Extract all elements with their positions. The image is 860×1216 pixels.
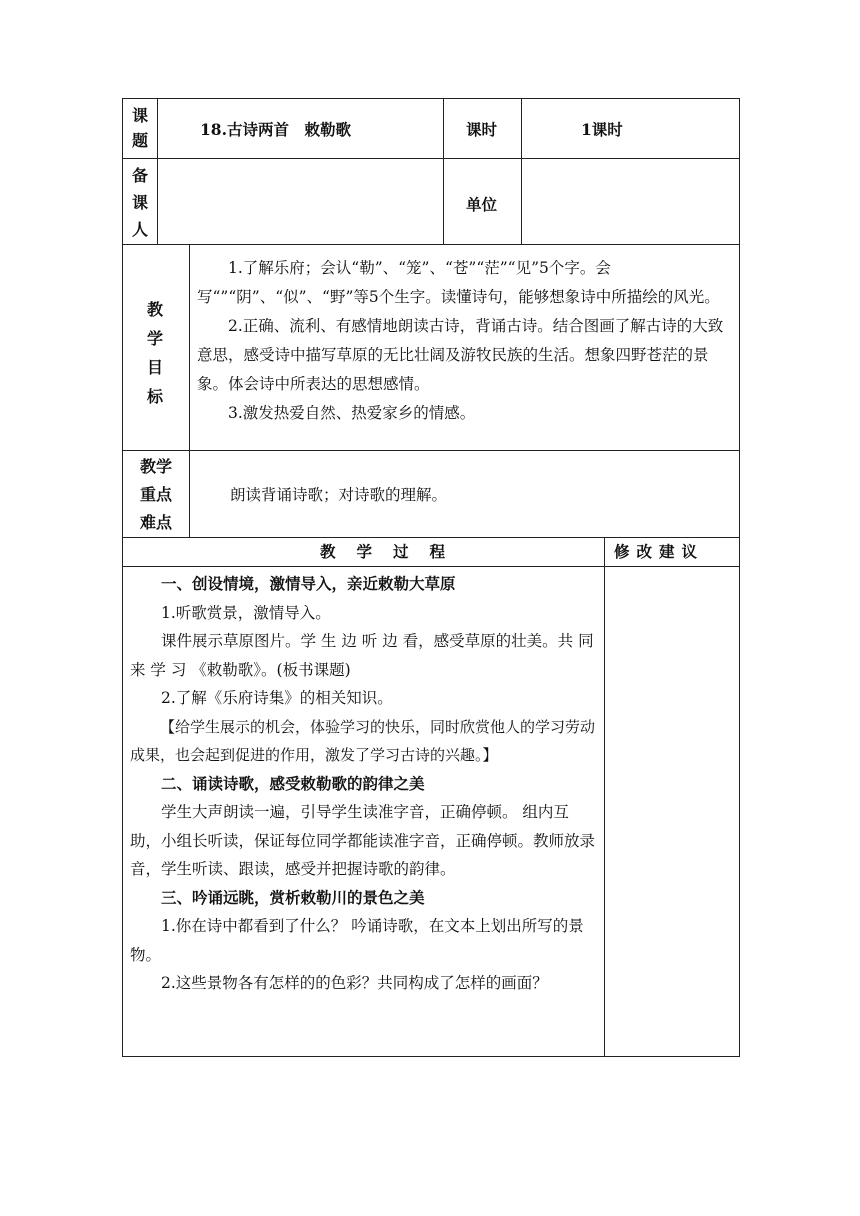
topic-label: 课 题 bbox=[131, 106, 148, 150]
topic-value: 18.古诗两首 敕勒歌 bbox=[200, 120, 351, 139]
revision-header: 修改建议 bbox=[614, 542, 705, 561]
objectives-label: 教 学 目 标 bbox=[146, 300, 163, 406]
period-value: 1课时 bbox=[581, 120, 623, 139]
objective-3: 3.激发热爱自然、热爱家乡的情感。 bbox=[228, 404, 476, 422]
objective-1: 1.了解乐府；会认“勒”、“笼”、“苍”“茫”“见”5个字。会写“”“阴”、“似”、“野”等5个生字。读懂诗句，能够想象诗中所描绘的风光。 bbox=[197, 259, 720, 306]
header-col-3 bbox=[521, 98, 522, 245]
header-col-2 bbox=[443, 98, 444, 245]
section-3-step-1: 1.你在诗中都看到了什么？ 吟诵诗歌，在文本上划出所写的景物。 bbox=[130, 917, 584, 964]
header-row-divider bbox=[122, 158, 740, 159]
process-content bbox=[130, 570, 598, 998]
process-header-divider bbox=[122, 566, 740, 567]
objectives-row-divider bbox=[122, 450, 740, 451]
section-2-title: 二、诵读诗歌，感受敕勒歌的韵律之美 bbox=[161, 773, 425, 793]
objective-2: 2.正确、流利、有感情地朗读古诗，背诵古诗。结合图画了解古诗的大致意思，感受诗中描写草原的无比壮阔及游牧民族的生活。想象四野苍茫的景象。体会诗中所表达的思想感情。 bbox=[197, 317, 724, 393]
unit-label: 单位 bbox=[466, 195, 498, 214]
section-2-detail: 学生大声朗读一遍，引导学生读准字音，正确停顿。 组内互助，小组长听读，保证每位同学都能读准字音，正确停顿。教师放录音，学生听读、跟读，感受并把握诗歌的韵律。 bbox=[130, 803, 596, 878]
period-label: 课时 bbox=[466, 120, 498, 139]
section-3-title: 三、吟诵远眺，赏析敕勒川的景色之美 bbox=[161, 887, 425, 907]
preparer-label: 备 课 人 bbox=[131, 166, 148, 239]
objectives-content bbox=[197, 254, 731, 428]
keypoints-label: 教学 重点 难点 bbox=[139, 457, 172, 532]
section-1-step-1-detail: 课件展示草原图片。学 生 边 听 边 看，感受草原的壮美。共 同 来 学 习 《敕勒歌》。(板书课题) bbox=[130, 632, 594, 679]
process-col bbox=[604, 537, 605, 1057]
header-col-1 bbox=[157, 98, 158, 245]
objectives-col bbox=[189, 244, 190, 538]
section-1-note: 【给学生展示的机会，体验学习的快乐，同时欣赏他人的学习劳动成果，也会起到促进的作用，激发了学习古诗的兴趣。】 bbox=[130, 717, 596, 764]
section-1-title: 一、创设情境，激情导入，亲近敕勒大草原 bbox=[161, 574, 456, 593]
process-header: 教学过程 bbox=[320, 542, 467, 561]
section-3-step-2: 2.这些景物各有怎样的的色彩？共同构成了怎样的画面？ bbox=[161, 974, 548, 992]
keypoints-value: 朗读背诵诗歌；对诗歌的理解。 bbox=[230, 486, 448, 504]
section-1-step-2: 2.了解《乐府诗集》的相关知识。 bbox=[161, 689, 393, 707]
section-1-step-1: 1.听歌赏景，激情导入。 bbox=[161, 603, 331, 622]
